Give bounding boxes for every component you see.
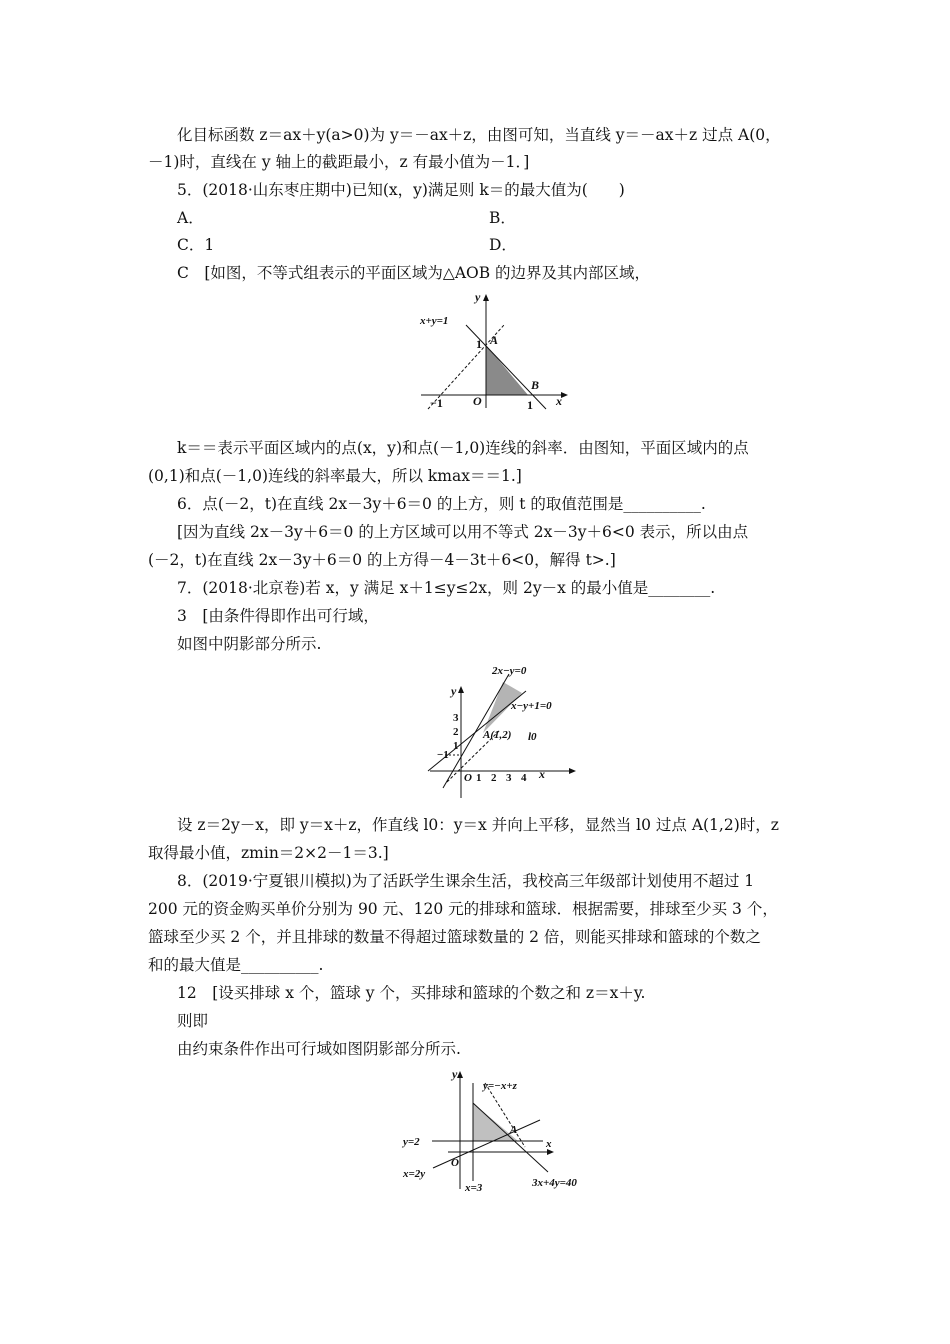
fig1-label: B — [531, 378, 540, 392]
fig1-label: 1 — [476, 337, 482, 351]
fig3-label: x=2y — [403, 1168, 426, 1180]
text-line: 由约束条件作出可行域如图阴影部分所示. — [177, 1040, 461, 1058]
fig2-label: 1 — [453, 740, 459, 752]
option-b: B． — [489, 209, 516, 227]
fig3-label: y=−x+z — [483, 1080, 517, 1092]
text-line: [因为直线 2x－3y＋6＝0 的上方区域可以用不等式 2x－3y＋6<0 表示，所以由点 — [177, 523, 749, 541]
text-line: (0,1)和点(－1,0)连线的斜率最大，所以 kmax＝＝1.] — [148, 467, 522, 485]
fig2-label: O — [464, 772, 472, 784]
fig2-label: −1 — [437, 749, 449, 761]
fig2-label: 2 — [491, 772, 497, 784]
x-axis-arrow — [561, 392, 568, 398]
option-d: D． — [489, 236, 517, 254]
fig2-label: 2x−y=0 — [492, 665, 527, 677]
text-line: 12 [设买排球 x 个，篮球 y 个，买排球和篮球的个数之和 z＝x＋y. — [177, 984, 646, 1002]
fig2-label: l0 — [528, 731, 537, 743]
fig2-label: x−y+1=0 — [511, 700, 552, 712]
text-line: 和的最大值是__________. — [148, 956, 324, 974]
text-line: 化目标函数 z＝ax＋y(a>0)为 y＝－ax＋z，由图可知，当直线 y＝－ax＋z 过点 A(0， — [177, 126, 781, 144]
fig2-label: 1 — [476, 772, 482, 784]
text-line: 3 [由条件得即作出可行域， — [177, 607, 379, 625]
option-a: A． — [177, 209, 204, 227]
text-line: (－2，t)在直线 2x－3y＋6＝0 的上方得－4－3t＋6<0，解得 t>.] — [148, 551, 616, 569]
text-line: 设 z＝2y－x，即 y＝x＋z，作直线 l0：y＝x 并向上平移，显然当 l0 过点 A(1,2)时，z — [177, 816, 779, 834]
fig2-label: A(1,2) — [483, 729, 512, 741]
figure-feasible-region-3 — [400, 1065, 600, 1195]
text-line: 如图中阴影部分所示. — [177, 635, 322, 653]
text-line: 7．(2018·北京卷)若 x，y 满足 x＋1≤y≤2x，则 2y－x 的最小值是________. — [177, 579, 716, 597]
fig3-label: x=3 — [465, 1182, 483, 1194]
fig1-label: 1 — [527, 398, 533, 412]
fig1-label: −1 — [430, 396, 443, 410]
fig3-label: y=2 — [403, 1136, 420, 1148]
text-line: 取得最小值，zmin＝2×2－1＝3.] — [148, 844, 389, 862]
fig3-label: x — [546, 1138, 552, 1150]
fig3-label: y — [452, 1067, 458, 1081]
figure-triangle-aob — [418, 288, 578, 413]
fig2-label: x — [539, 767, 545, 781]
text-line: k＝＝表示平面区域内的点(x，y)和点(－1,0)连线的斜率．由图知，平面区域内的点 — [177, 439, 749, 457]
fig2-label: 3 — [453, 712, 459, 724]
fig2-label: 3 — [506, 772, 512, 784]
fig1-label: x+y=1 — [420, 315, 449, 327]
fig2-label: 4 — [521, 772, 527, 784]
fig3-label: O — [451, 1157, 459, 1169]
text-line: 8．(2019·宁夏银川模拟)为了活跃学生课余生活，我校高三年级部计划使用不超过 1 — [177, 872, 755, 890]
y-axis-arrow — [483, 294, 489, 301]
figure-feasible-region-2 — [425, 660, 595, 802]
fig3-label: 3x+4y=40 — [532, 1177, 577, 1189]
y-axis-arrow — [458, 686, 464, 693]
option-c: C．1 — [177, 236, 215, 254]
fig1-label: A — [490, 333, 499, 347]
fig1-label: y — [475, 290, 481, 304]
fig3-label: A — [510, 1124, 518, 1136]
text-line: 5．(2018·山东枣庄期中)已知(x，y)满足则 k＝的最大值为( ) — [177, 181, 625, 199]
text-line: 则即 — [177, 1012, 209, 1030]
fig1-label: x — [556, 394, 562, 408]
y-axis-arrow — [457, 1071, 463, 1078]
fig2-label: 2 — [453, 726, 459, 738]
text-line: 6．点(－2，t)在直线 2x－3y＋6＝0 的上方，则 t 的取值范围是__________. — [177, 495, 706, 513]
text-line: C [如图，不等式组表示的平面区域为△AOB 的边界及其内部区域， — [177, 264, 651, 282]
x-axis-arrow — [569, 768, 576, 774]
fig1-label: O — [473, 394, 482, 408]
text-line: 篮球至少买 2 个，并且排球的数量不得超过篮球数量的 2 倍，则能买排球和篮球的个数之 — [148, 928, 761, 946]
text-line: －1)时，直线在 y 轴上的截距最小，z 有最小值为－1．] — [148, 153, 530, 171]
fig2-label: y — [451, 684, 457, 698]
text-line: 200 元的资金购买单价分别为 90 元、120 元的排球和篮球．根据需要，排球至少买 3 个， — [148, 900, 778, 918]
